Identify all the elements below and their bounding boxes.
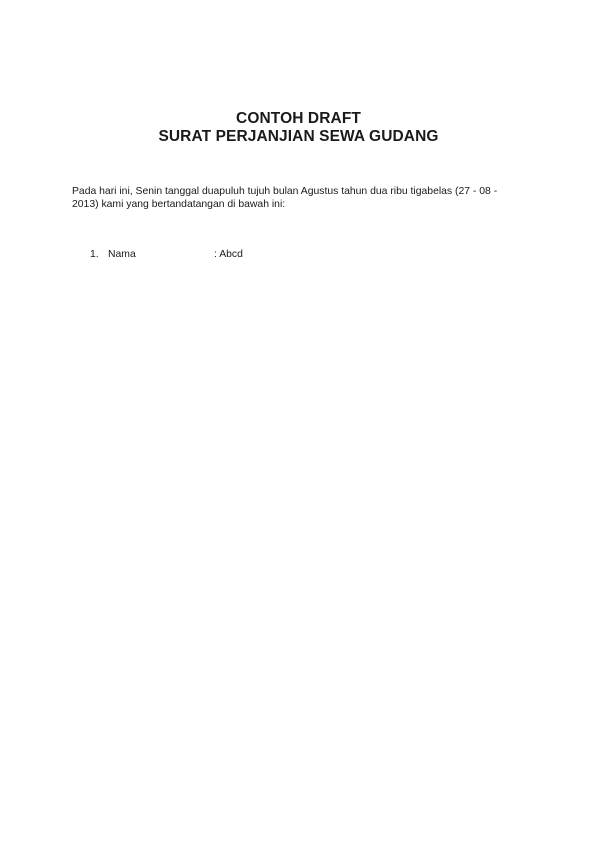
document-title-line2: SURAT PERJANJIAN SEWA GUDANG	[158, 128, 439, 145]
party1-nama-value: : Abcd	[214, 249, 243, 260]
intro-line: Pada hari ini, Senin tanggal duapuluh tujuh bulan Agustus tahun dua ribu tigabelas (27 - 08 -	[72, 186, 498, 197]
party1-nama-label: Nama	[108, 249, 136, 260]
document-title-line1: CONTOH DRAFT	[236, 110, 361, 127]
intro-line: 2013) kami yang bertandatangan di bawah ini:	[72, 199, 286, 210]
party1-number: 1.	[90, 249, 99, 260]
intro-paragraph	[72, 185, 526, 211]
